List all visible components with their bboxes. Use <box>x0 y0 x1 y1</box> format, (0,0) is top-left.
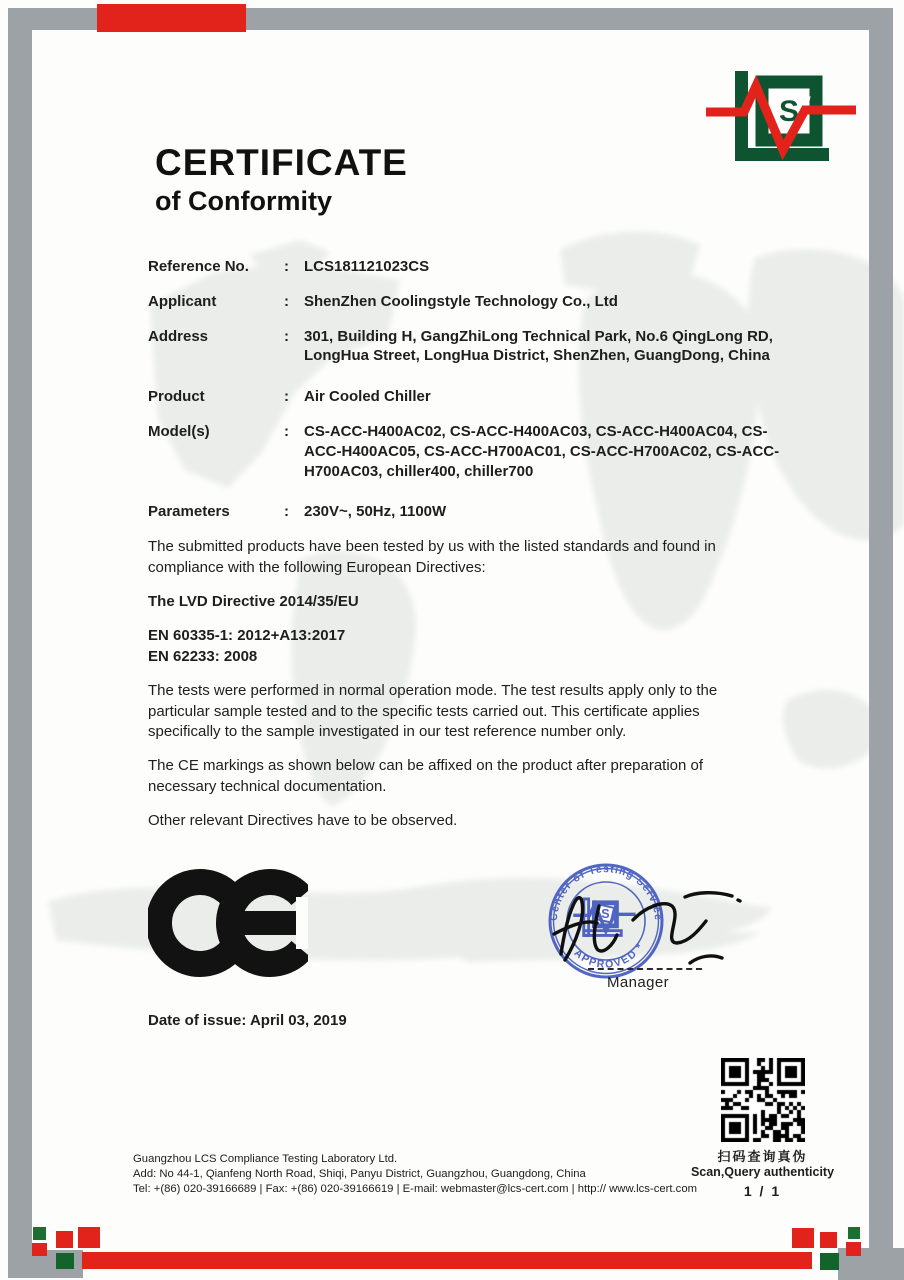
certificate-title: CERTIFICATE <box>155 142 408 183</box>
field-value: ShenZhen Coolingstyle Technology Co., Ltd <box>304 292 618 310</box>
field-parameters: Parameters : 230V~, 50Hz, 1100W <box>148 502 781 522</box>
deco-square-green <box>33 1227 46 1240</box>
paragraph-tests: The tests were performed in normal operation mode. The test results apply only to the particular sample tested and to the specific tests carried out. This certificate applies specifically to the sample investigated in our test reference number only. <box>148 682 718 740</box>
qr-code <box>721 1058 805 1142</box>
issuer-company: Guangzhou LCS Compliance Testing Laboratory Ltd. <box>133 1153 398 1165</box>
deco-square-red <box>78 1227 100 1248</box>
field-label: Product <box>148 388 205 406</box>
signer-title: Manager <box>607 974 670 991</box>
field-applicant: Applicant : ShenZhen Coolingstyle Technology Co., Ltd <box>148 292 781 312</box>
field-product: Product : Air Cooled Chiller <box>148 387 781 407</box>
deco-square-red <box>792 1228 814 1248</box>
qr-caption-en: Scan,Query authenticity <box>690 1165 835 1179</box>
deco-square-red <box>846 1242 861 1256</box>
page-number: 1 / 1 <box>743 1183 782 1199</box>
standards-list <box>148 626 768 667</box>
field-value: LCS181121023CS <box>304 258 430 275</box>
paragraph-ce-note: The CE markings as shown below can be affixed on the product after preparation of necessary technical documentation. <box>148 757 704 795</box>
frame-right <box>869 8 893 1258</box>
frame-bottom-red-bar <box>82 1252 812 1269</box>
paragraph-intro: The submitted products have been tested by us with the listed standards and found in compliance with the following European Directives: <box>148 538 716 576</box>
stamp-arc-bottom-text: * APPROVED * <box>565 940 647 971</box>
field-value: Air Cooled Chiller <box>304 388 431 406</box>
field-reference-no: Reference No. : LCS181121023CS <box>148 257 781 277</box>
field-label: Address <box>148 327 209 345</box>
certificate-subtitle: of Conformity <box>155 186 332 216</box>
qr-caption-zh: 扫码查询真伪 <box>717 1149 808 1164</box>
deco-square-red <box>32 1243 47 1256</box>
date-of-issue: Date of issue: April 03, 2019 <box>148 1012 347 1030</box>
deco-square-green <box>848 1227 860 1239</box>
deco-square-green <box>820 1253 839 1270</box>
field-value: CS-ACC-H400AC02, CS-ACC-H400AC03, CS-ACC-H400AC04, CS-ACC-H400AC05, CS-ACC-H700AC01, CS-ACC-H700AC02, CS-ACC-H700AC03, chiller400, chiller700 <box>304 422 780 480</box>
frame-top-red-segment <box>97 4 246 32</box>
logo-letter: S <box>778 95 800 128</box>
field-label: Reference No. <box>148 258 249 275</box>
paragraph-other-directives: Other relevant Directives have to be observed. <box>148 812 458 830</box>
field-value: 301, Building H, GangZhiLong Technical Park, No.6 QingLong RD, LongHua Street, LongHua District, ShenZhen, GuangDong, China <box>304 327 773 365</box>
frame-left <box>8 8 32 1272</box>
field-label: Parameters <box>148 503 230 521</box>
footer-issuer-info <box>133 1152 698 1197</box>
certificate-body <box>148 537 768 831</box>
deco-square-red <box>820 1232 837 1248</box>
deco-square-green <box>56 1253 74 1269</box>
field-label: Applicant <box>148 292 217 310</box>
field-value: 230V~, 50Hz, 1100W <box>304 503 447 521</box>
standard-line: EN 60335-1: 2012+A13:2017 <box>148 627 346 645</box>
certificate-fields <box>148 257 781 522</box>
stamp-arc-top-text: Center of Testing Service <box>547 863 665 922</box>
qr-verification-block <box>655 1058 870 1199</box>
paragraph-directive: The LVD Directive 2014/35/EU <box>148 592 359 610</box>
field-label: Model(s) <box>148 422 210 440</box>
manager-signature <box>533 870 753 988</box>
svg-text:S: S <box>601 907 610 922</box>
field-address: Address : 301, Building H, GangZhiLong Technical Park, No.6 QingLong RD, LongHua Street, LongHua District, ShenZhen, GuangDong, China <box>148 327 781 367</box>
issuer-address: Add: No 44-1, Qianfeng North Road, Shiqi, Panyu District, Guangzhou, Guangdong, China <box>133 1168 586 1181</box>
field-models: Model(s) : CS-ACC-H400AC02, CS-ACC-H400AC03, CS-ACC-H400AC04, CS-ACC-H400AC05, CS-ACC-H700AC01, CS-ACC-H700AC02, CS-ACC-H700AC03, chiller400, chiller700 <box>148 422 780 480</box>
issuer-contacts: Tel: +(86) 020-39166689 | Fax: +(86) 020-39166619 | E-mail: webmaster@lcs-cert.com | http:// www.lcs-cert.com <box>133 1183 698 1196</box>
standard-line: EN 62233: 2008 <box>148 647 258 665</box>
deco-square-red <box>56 1231 73 1248</box>
signature-line <box>588 968 702 970</box>
